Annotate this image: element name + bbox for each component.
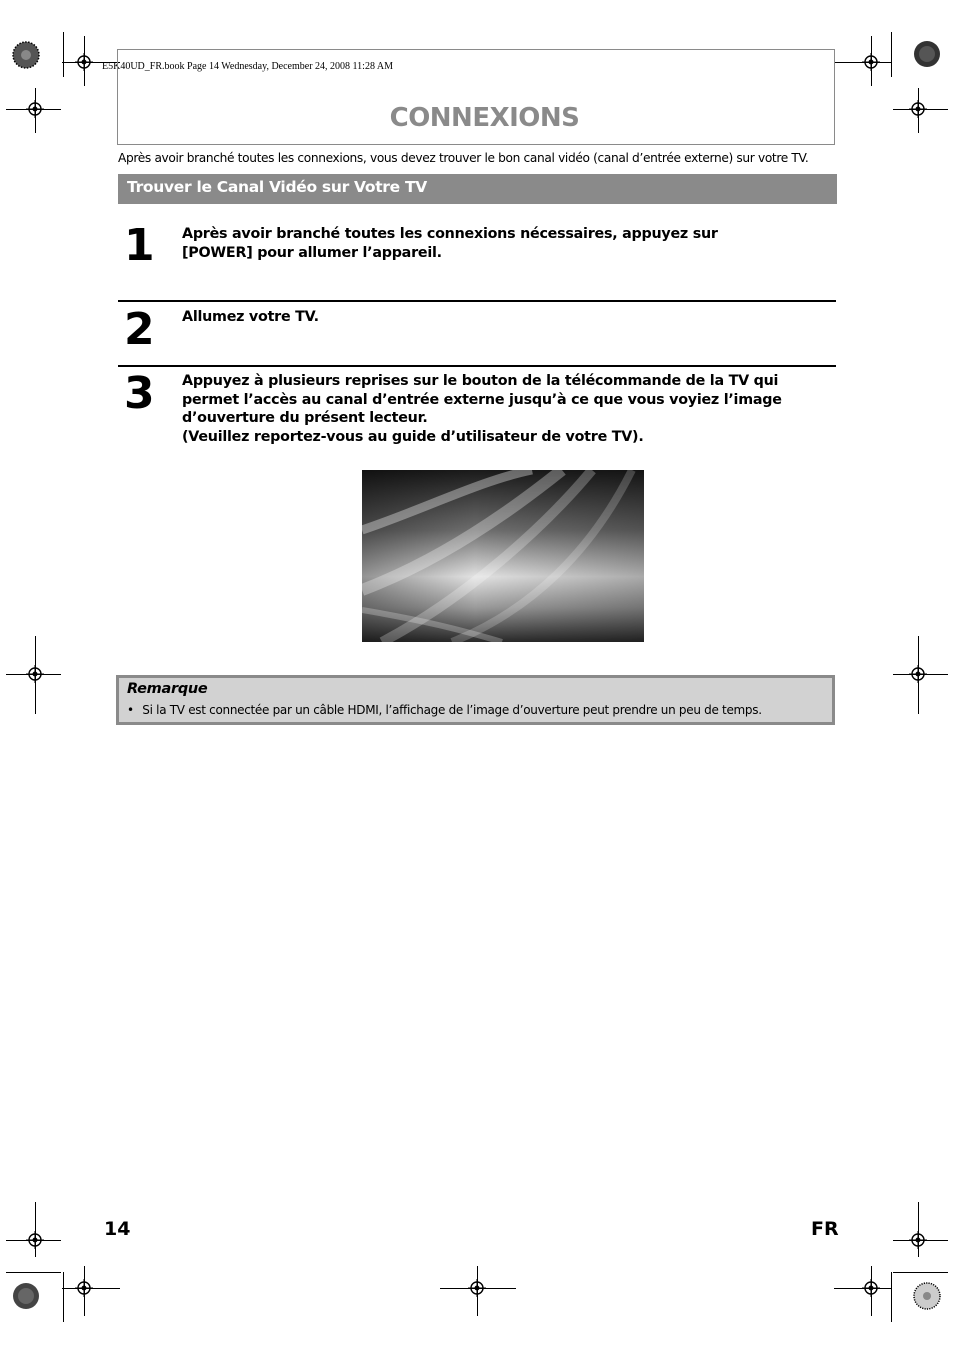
- step-line: Après avoir branché toutes les connexions nécessaires, appuyez sur: [182, 226, 718, 242]
- registration-mark-icon: [26, 100, 44, 118]
- step-line: [POWER] pour allumer l’appareil.: [182, 244, 442, 261]
- crop-mark: [63, 1272, 64, 1322]
- registration-mark-icon: [26, 665, 44, 683]
- step-instruction: [182, 372, 832, 446]
- color-target-icon: [913, 40, 941, 68]
- crop-mark: [6, 1272, 61, 1273]
- registration-mark-icon: [909, 1231, 927, 1249]
- registration-mark-icon: [909, 665, 927, 683]
- registration-mark-icon: [862, 53, 880, 71]
- opening-screen-image: [362, 470, 644, 642]
- note-text: [127, 703, 762, 717]
- color-target-icon: [12, 1282, 40, 1310]
- crop-mark: [891, 1272, 892, 1322]
- step-instruction: [182, 308, 832, 327]
- step-number: 2: [124, 304, 153, 355]
- step-number: 1: [124, 220, 153, 271]
- step-line: Allumez votre TV.: [182, 309, 319, 325]
- note-box: [116, 675, 835, 725]
- registration-mark-icon: [75, 53, 93, 71]
- crop-mark: [891, 32, 892, 77]
- step-line: (Veuillez reportez-vous au guide d’utilisateur de votre TV).: [182, 428, 644, 445]
- step-divider: [118, 300, 836, 302]
- section-title: Trouver le Canal Vidéo sur Votre TV: [127, 178, 427, 196]
- registration-mark-icon: [909, 100, 927, 118]
- color-target-icon: [913, 1282, 941, 1310]
- step-instruction: [182, 225, 832, 262]
- crop-mark: [893, 1272, 948, 1273]
- step-number: 3: [124, 368, 153, 419]
- book-header: E5K40UD_FR.book Page 14 Wednesday, December 24, 2008 11:28 AM: [102, 61, 394, 72]
- step-divider: [118, 365, 836, 367]
- note-title: Remarque: [127, 681, 208, 697]
- page-title: CONNEXIONS: [389, 103, 580, 133]
- language-label: FR: [811, 1218, 839, 1240]
- crop-mark: [63, 32, 64, 77]
- registration-mark-icon: [862, 1279, 880, 1297]
- step-line: permet l’accès au canal d’entrée externe jusqu’à ce que vous voyiez l’image: [182, 391, 782, 408]
- step-line: d’ouverture du présent lecteur.: [182, 410, 428, 426]
- registration-mark-icon: [468, 1279, 486, 1297]
- page-number: 14: [104, 1218, 131, 1240]
- note-bullet-text: Si la TV est connectée par un câble HDMI, l’affichage de l’image d’ouverture peut prendre un peu de temps.: [142, 703, 762, 717]
- intro-text: Après avoir branché toutes les connexions, vous devez trouver le bon canal vidéo (canal d’entrée externe) sur votre TV.: [118, 151, 809, 165]
- registration-mark-icon: [75, 1279, 93, 1297]
- registration-mark-icon: [26, 1231, 44, 1249]
- bullet: •: [127, 703, 134, 717]
- color-target-icon: [12, 41, 40, 69]
- step-line: Appuyez à plusieurs reprises sur le bouton de la télécommande de la TV qui: [182, 373, 779, 389]
